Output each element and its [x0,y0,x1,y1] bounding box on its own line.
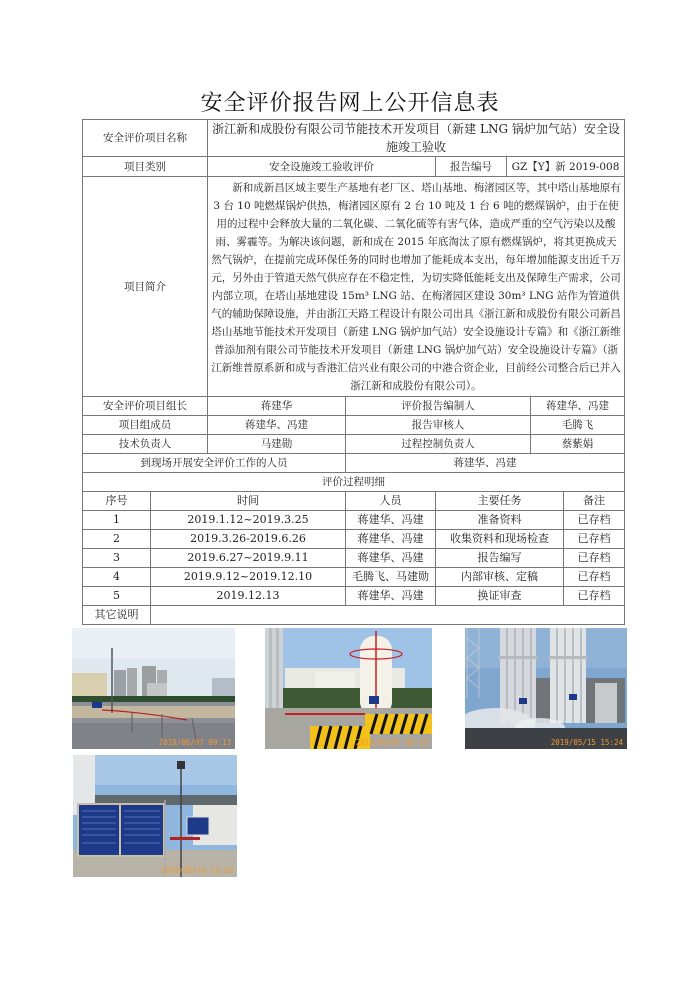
intro-row [83,177,625,397]
other-notes-row [83,606,625,625]
onsite-label: 到现场开展安全评价工作的人员 [83,454,346,473]
storage-tank-image [265,628,432,749]
process-seq: 1 [83,511,151,530]
process-time: 2019.3.26-2019.6.26 [151,530,346,549]
process-note: 已存档 [564,511,625,530]
process-people: 蒋建华、冯建 [346,511,436,530]
people-value-2: 蒋建华、冯建 [531,397,625,416]
col-header-seq: 序号 [83,492,151,511]
people-label-1: 技术负责人 [83,435,208,454]
people-value-2: 毛腾飞 [531,416,625,435]
process-time: 2019.1.12~2019.3.25 [151,511,346,530]
col-header-people: 人员 [346,492,436,511]
process-row [83,587,625,606]
process-task: 准备资料 [436,511,564,530]
process-note: 已存档 [564,530,625,549]
process-row [83,530,625,549]
process-note: 已存档 [564,587,625,606]
site-photo-vaporizers [465,628,627,749]
people-label-1: 安全评价项目组长 [83,397,208,416]
process-note: 已存档 [564,549,625,568]
project-name-label: 安全评价项目名称 [83,120,208,157]
intro-label: 项目简介 [83,177,208,397]
people-row [83,435,625,454]
report-no-label: 报告编号 [436,157,507,177]
category-row [83,157,625,177]
people-value-1: 蒋建华、冯建 [208,416,346,435]
people-value-2: 蔡紫娟 [531,435,625,454]
people-label-2: 报告审核人 [346,416,531,435]
process-row [83,568,625,587]
other-notes-value [151,606,625,625]
process-seq: 5 [83,587,151,606]
project-name-value: 浙江新和成股份有限公司节能技术开发项目（新建 LNG 锅炉加气站）安全设施竣工验收 [208,120,625,157]
page-title: 安全评价报告网上公开信息表 [200,91,500,116]
process-row [83,511,625,530]
category-value: 安全设施竣工验收评价 [208,157,436,177]
process-people: 蒋建华、冯建 [346,530,436,549]
site-photo-overview [72,628,235,749]
project-name-row [83,120,625,157]
process-title: 评价过程明细 [83,473,625,492]
col-header-task: 主要任务 [436,492,564,511]
process-time: 2019.12.13 [151,587,346,606]
process-task: 报告编写 [436,549,564,568]
people-label-1: 项目组成员 [83,416,208,435]
intro-text: 新和成新昌区域主要生产基地有老厂区、塔山基地、梅渚园区等，其中塔山基地原有 3 台 10 吨燃煤锅炉供热，梅渚园区原有 2 台 10 吨及 1 台 6 吨的燃煤锅炉，由于在使用的过程中会释放大量的二氧化碳、二氧化硫等有害气体，造成严重的空气污染以及酸雨、雾霾等。为解决该问题，新和成在 2015 年底淘汰了原有燃煤锅炉，将其更换成天然气锅炉，在提前完成环保任务的同时也增加了能耗成本支出，每年增加能源支出近千万元，另外由于管道天然气供应存在不稳定性，为切实降低能耗支出及保障生产需求，公司内部立项，在塔山基地建设 15m³ LNG 站、在梅渚园区建设 30m³ LNG 站作为管道供气的辅助保障设施，并由浙江天路工程设计有限公司出具《浙江新和成股份有限公司新昌塔山基地节能技术开发项目（新建 LNG 锅炉加气站）安全设施设计专篇》和《浙江新维普添加剂有限公司节能技术开发项目（新建 LNG 锅炉加气站）安全设施设计专篇》（浙江新维普原系新和成与香港汇信兴业有限公司的中港合资企业，目前经公司整合后已并入浙江新和成股份有限公司）。 [208,177,625,397]
people-row [83,416,625,435]
process-time: 2019.6.27~2019.9.11 [151,549,346,568]
photo-timestamp: 2019/06/07 09:15 [355,738,428,747]
col-header-note: 备注 [564,492,625,511]
site-photo-notice-boards [73,755,237,877]
info-table [82,119,625,625]
photo-timestamp: 2019/06/07 09:13 [158,738,231,747]
process-row [83,549,625,568]
report-no-value: GZ【Y】新 2019-008 [507,157,625,177]
process-seq: 4 [83,568,151,587]
photo-timestamp: 2019/05/15 15:24 [550,738,623,747]
process-people: 蒋建华、冯建 [346,549,436,568]
vaporizer-towers-image [465,628,627,749]
other-notes-label: 其它说明 [83,606,151,625]
people-label-2: 评价报告编制人 [346,397,531,416]
people-label-2: 过程控制负责人 [346,435,531,454]
process-title-row [83,473,625,492]
process-seq: 2 [83,530,151,549]
process-time: 2019.9.12~2019.12.10 [151,568,346,587]
people-row [83,397,625,416]
process-task: 换证审查 [436,587,564,606]
notice-boards-image [73,755,237,877]
process-task: 收集资料和现场检查 [436,530,564,549]
process-note: 已存档 [564,568,625,587]
col-header-time: 时间 [151,492,346,511]
process-seq: 3 [83,549,151,568]
site-overview-image [72,628,235,749]
site-photo-storage-tank [265,628,432,749]
photo-timestamp: 2019/05/16 13:20 [160,866,233,875]
category-label: 项目类别 [83,157,208,177]
people-value-1: 马建勋 [208,435,346,454]
people-value-1: 蒋建华 [208,397,346,416]
onsite-value: 蒋建华、冯建 [346,454,625,473]
onsite-row [83,454,625,473]
process-people: 蒋建华、冯建 [346,587,436,606]
process-people: 毛腾飞、马建勋 [346,568,436,587]
process-task: 内部审核、定稿 [436,568,564,587]
process-header-row [83,492,625,511]
